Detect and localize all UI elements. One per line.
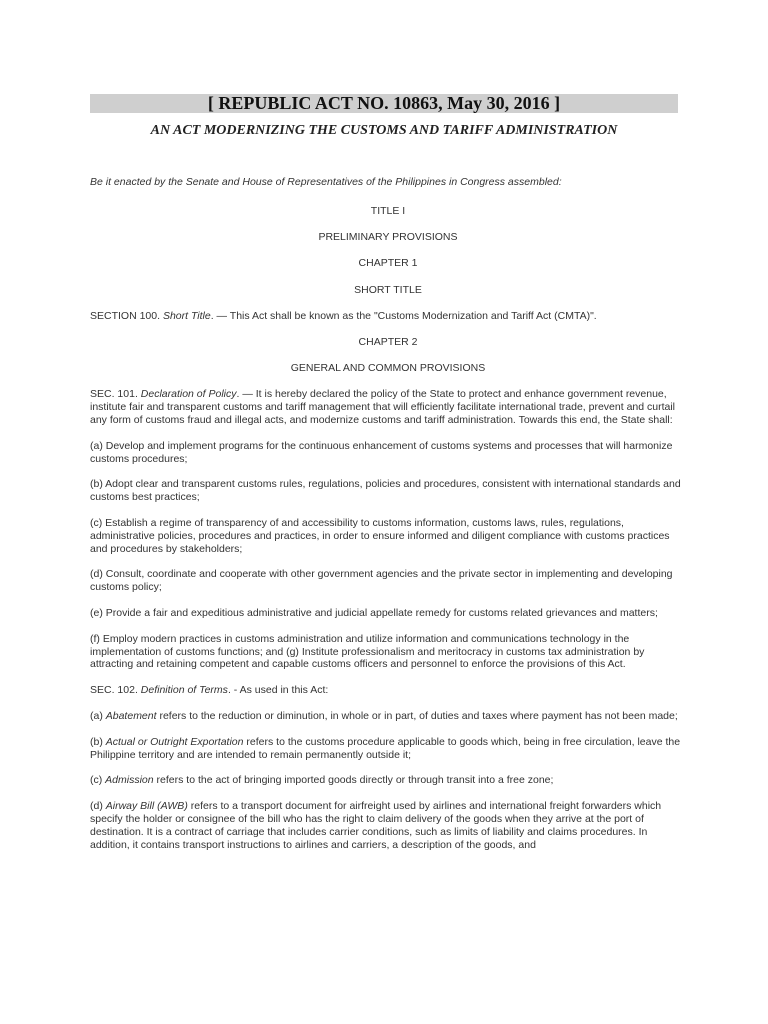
definition-a	[90, 710, 686, 723]
title-name: PRELIMINARY PROVISIONS	[318, 231, 458, 244]
definition-d-text: refers to a transport document for airfreight used by airlines and international freight forwarders which specify the holder or consignee of the bill who has the right to claim delivery of the goods when they arrive at the port of destination. It is a contract of carriage that includes carrier conditions, such as limits of liability and claims procedures. In addition, it contains transport instructions to airlines and carriers, a description of the goods, and	[90, 800, 662, 851]
chapter-1-name: SHORT TITLE	[354, 283, 422, 296]
section-100-heading: Short Title	[162, 309, 211, 322]
section-101-label: SEC. 101.	[90, 388, 141, 401]
enacting-clause: Be it enacted by the Senate and House of Representatives of the Philippines in Congress assembled:	[90, 176, 562, 188]
policy-item-c: (c) Establish a regime of transparency of and accessibility to customs information, customs laws, rules, regulations, administrative policies, procedures and practices, in order to ensure informed and diligent compliance with customs practices and procedures by stakeholders;	[90, 516, 670, 555]
act-subtitle: AN ACT MODERNIZING THE CUSTOMS AND TARIFF ADMINISTRATION	[150, 123, 618, 138]
policy-item-b: (b) Adopt clear and transparent customs rules, regulations, policies and procedures, consistent with international standards and customs best practices;	[90, 478, 681, 504]
section-101-heading: Declaration of Policy	[140, 388, 237, 401]
section-102	[90, 684, 686, 697]
section-100	[90, 310, 686, 323]
definition-b-term: Actual or Outright Exportation	[105, 735, 244, 748]
act-title: [ REPUBLIC ACT NO. 10863, May 30, 2016 ]	[90, 94, 678, 113]
definition-d-term: Airway Bill (AWB)	[105, 800, 188, 813]
section-100-text: . — This Act shall be known as the "Customs Modernization and Tariff Act (CMTA)".	[210, 309, 597, 322]
definition-a-prefix: (a)	[90, 709, 106, 722]
document-body	[90, 176, 686, 864]
definition-c-prefix: (c)	[90, 774, 106, 787]
definition-b-text: refers to the customs procedure applicable to goods which, being in free circulation, leave the Philippine territory and are intended to remain permanently outside it;	[90, 735, 681, 761]
definition-c	[90, 774, 686, 787]
section-101-text: . — It is hereby declared the policy of the State to protect and enhance government revenue, institute fair and transparent customs and tariff management that will efficiently facilitate international trade, prevent and curtail any form of customs fraud and illegal acts, and modernize customs and tariff administration. Towards this end, the State shall:	[90, 388, 676, 426]
chapter-2-name: GENERAL AND COMMON PROVISIONS	[290, 362, 486, 375]
chapter-2-heading: CHAPTER 2	[358, 335, 418, 348]
chapter-1-heading: CHAPTER 1	[358, 257, 418, 270]
section-102-heading: Definition of Terms	[140, 684, 228, 697]
section-101	[90, 388, 686, 426]
section-100-label: SECTION 100.	[90, 309, 163, 322]
definition-d-prefix: (d)	[90, 800, 106, 813]
policy-item-f: (f) Employ modern practices in customs administration and utilize information and communications technology in the implementation of customs functions; and (g) Institute professionalism and meritocracy in customs tax administration by attracting and retaining competent and capable customs officers and personnel to enforce the provisions of this Act.	[90, 632, 645, 671]
policy-item-e: (e) Provide a fair and expeditious administrative and judicial appellate remedy for customs related grievances and matters;	[90, 606, 658, 619]
section-102-label: SEC. 102.	[90, 684, 141, 697]
definition-b-prefix: (b)	[90, 735, 106, 748]
definition-c-term: Admission	[105, 774, 154, 787]
definition-a-text: refers to the reduction or diminution, in whole or in part, of duties and taxes where payment has not been made;	[156, 709, 678, 722]
policy-item-d: (d) Consult, coordinate and cooperate with other government agencies and the private sector in implementing and developing customs policy;	[90, 568, 673, 594]
title-heading: TITLE I	[370, 204, 406, 217]
definition-d	[90, 800, 686, 851]
definition-b	[90, 736, 686, 762]
definition-c-text: refers to the act of bringing imported goods directly or through transit into a free zone;	[153, 774, 554, 787]
policy-item-a: (a) Develop and implement programs for the continuous enhancement of customs systems and processes that will harmonize customs procedures;	[90, 439, 673, 465]
definition-a-term: Abatement	[105, 709, 157, 722]
section-102-text: . - As used in this Act:	[227, 684, 329, 697]
